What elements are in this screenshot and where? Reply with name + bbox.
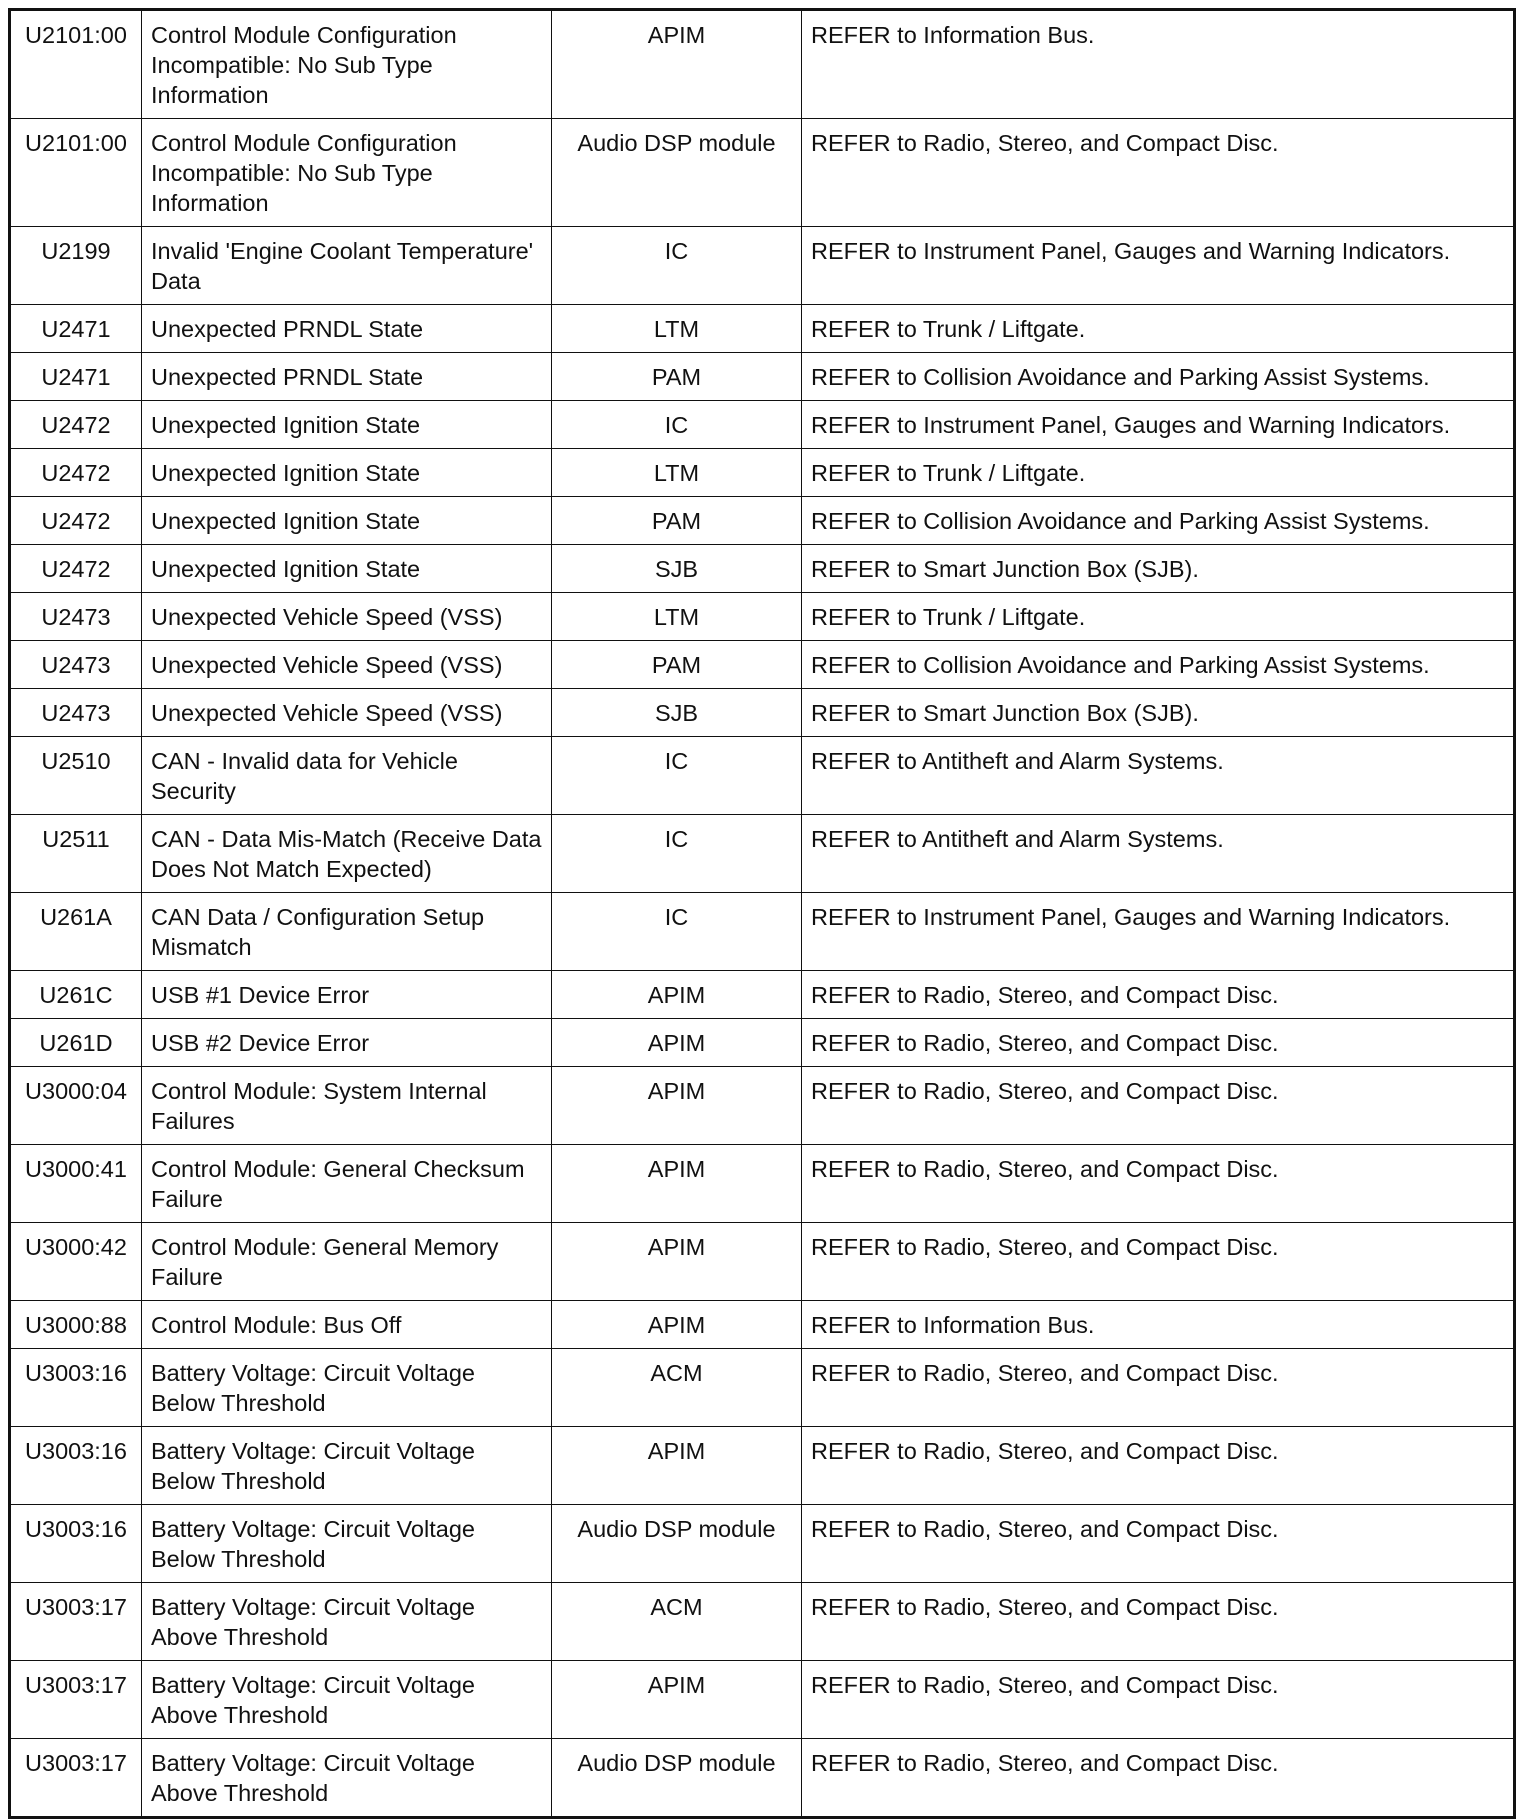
action-cell: REFER to Radio, Stereo, and Compact Disc. (802, 971, 1515, 1019)
dtc-code-cell: U261D (10, 1019, 142, 1067)
dtc-table (8, 8, 1516, 1819)
action-cell: REFER to Radio, Stereo, and Compact Disc. (802, 1349, 1515, 1427)
action-cell: REFER to Radio, Stereo, and Compact Disc. (802, 119, 1515, 227)
table-row (10, 401, 1515, 449)
dtc-code-cell: U3003:16 (10, 1349, 142, 1427)
module-cell: IC (552, 227, 802, 305)
module-cell: Audio DSP module (552, 119, 802, 227)
dtc-code-cell: U2472 (10, 401, 142, 449)
module-cell: LTM (552, 305, 802, 353)
module-cell: PAM (552, 497, 802, 545)
action-cell: REFER to Trunk / Liftgate. (802, 449, 1515, 497)
description-cell: Unexpected Ignition State (142, 545, 552, 593)
description-cell: CAN - Invalid data for Vehicle Security (142, 737, 552, 815)
module-cell: Audio DSP module (552, 1505, 802, 1583)
dtc-code-cell: U3000:41 (10, 1145, 142, 1223)
dtc-code-cell: U3000:04 (10, 1067, 142, 1145)
table-row (10, 10, 1515, 119)
description-cell: Control Module: Bus Off (142, 1301, 552, 1349)
dtc-code-cell: U3000:88 (10, 1301, 142, 1349)
action-cell: REFER to Trunk / Liftgate. (802, 305, 1515, 353)
module-cell: IC (552, 893, 802, 971)
dtc-code-cell: U3003:17 (10, 1661, 142, 1739)
action-cell: REFER to Smart Junction Box (SJB). (802, 545, 1515, 593)
description-cell: Battery Voltage: Circuit Voltage Above Threshold (142, 1739, 552, 1818)
dtc-code-cell: U2199 (10, 227, 142, 305)
description-cell: Unexpected PRNDL State (142, 305, 552, 353)
table-row (10, 227, 1515, 305)
description-cell: Unexpected Vehicle Speed (VSS) (142, 593, 552, 641)
action-cell: REFER to Smart Junction Box (SJB). (802, 689, 1515, 737)
dtc-code-cell: U2471 (10, 353, 142, 401)
module-cell: APIM (552, 1145, 802, 1223)
table-row (10, 815, 1515, 893)
table-row (10, 1505, 1515, 1583)
action-cell: REFER to Antitheft and Alarm Systems. (802, 815, 1515, 893)
table-row (10, 497, 1515, 545)
table-row (10, 1739, 1515, 1818)
module-cell: Audio DSP module (552, 1739, 802, 1818)
module-cell: APIM (552, 1019, 802, 1067)
dtc-code-cell: U2473 (10, 689, 142, 737)
action-cell: REFER to Instrument Panel, Gauges and Warning Indicators. (802, 227, 1515, 305)
description-cell: USB #2 Device Error (142, 1019, 552, 1067)
module-cell: LTM (552, 593, 802, 641)
table-row (10, 641, 1515, 689)
description-cell: Control Module: General Memory Failure (142, 1223, 552, 1301)
module-cell: APIM (552, 1067, 802, 1145)
table-row (10, 593, 1515, 641)
dtc-table-body (10, 10, 1515, 1818)
table-row (10, 971, 1515, 1019)
module-cell: IC (552, 737, 802, 815)
action-cell: REFER to Instrument Panel, Gauges and Warning Indicators. (802, 401, 1515, 449)
dtc-code-cell: U2471 (10, 305, 142, 353)
action-cell: REFER to Radio, Stereo, and Compact Disc. (802, 1739, 1515, 1818)
action-cell: REFER to Collision Avoidance and Parking Assist Systems. (802, 353, 1515, 401)
table-row (10, 305, 1515, 353)
description-cell: CAN Data / Configuration Setup Mismatch (142, 893, 552, 971)
module-cell: LTM (552, 449, 802, 497)
description-cell: CAN - Data Mis-Match (Receive Data Does Not Match Expected) (142, 815, 552, 893)
module-cell: IC (552, 815, 802, 893)
description-cell: Unexpected PRNDL State (142, 353, 552, 401)
description-cell: USB #1 Device Error (142, 971, 552, 1019)
module-cell: IC (552, 401, 802, 449)
dtc-code-cell: U2472 (10, 449, 142, 497)
dtc-code-cell: U3003:16 (10, 1505, 142, 1583)
action-cell: REFER to Radio, Stereo, and Compact Disc. (802, 1505, 1515, 1583)
table-row (10, 1583, 1515, 1661)
description-cell: Invalid 'Engine Coolant Temperature' Data (142, 227, 552, 305)
action-cell: REFER to Radio, Stereo, and Compact Disc. (802, 1145, 1515, 1223)
description-cell: Battery Voltage: Circuit Voltage Below Threshold (142, 1349, 552, 1427)
description-cell: Unexpected Ignition State (142, 401, 552, 449)
module-cell: PAM (552, 641, 802, 689)
dtc-code-cell: U3003:17 (10, 1739, 142, 1818)
dtc-code-cell: U3003:16 (10, 1427, 142, 1505)
action-cell: REFER to Collision Avoidance and Parking Assist Systems. (802, 497, 1515, 545)
description-cell: Control Module Configuration Incompatible: No Sub Type Information (142, 119, 552, 227)
description-cell: Unexpected Vehicle Speed (VSS) (142, 689, 552, 737)
action-cell: REFER to Radio, Stereo, and Compact Disc. (802, 1067, 1515, 1145)
table-row (10, 1301, 1515, 1349)
module-cell: APIM (552, 1661, 802, 1739)
dtc-code-cell: U2101:00 (10, 119, 142, 227)
action-cell: REFER to Radio, Stereo, and Compact Disc. (802, 1583, 1515, 1661)
description-cell: Unexpected Vehicle Speed (VSS) (142, 641, 552, 689)
module-cell: APIM (552, 10, 802, 119)
description-cell: Control Module: General Checksum Failure (142, 1145, 552, 1223)
dtc-code-cell: U2101:00 (10, 10, 142, 119)
dtc-code-cell: U2472 (10, 545, 142, 593)
dtc-code-cell: U261A (10, 893, 142, 971)
dtc-code-cell: U2511 (10, 815, 142, 893)
description-cell: Battery Voltage: Circuit Voltage Above Threshold (142, 1661, 552, 1739)
action-cell: REFER to Radio, Stereo, and Compact Disc. (802, 1019, 1515, 1067)
table-row (10, 1223, 1515, 1301)
action-cell: REFER to Trunk / Liftgate. (802, 593, 1515, 641)
module-cell: APIM (552, 1427, 802, 1505)
action-cell: REFER to Radio, Stereo, and Compact Disc. (802, 1223, 1515, 1301)
action-cell: REFER to Collision Avoidance and Parking Assist Systems. (802, 641, 1515, 689)
module-cell: ACM (552, 1583, 802, 1661)
dtc-code-cell: U2472 (10, 497, 142, 545)
dtc-code-cell: U3000:42 (10, 1223, 142, 1301)
description-cell: Control Module Configuration Incompatible: No Sub Type Information (142, 10, 552, 119)
table-row (10, 689, 1515, 737)
description-cell: Control Module: System Internal Failures (142, 1067, 552, 1145)
description-cell: Battery Voltage: Circuit Voltage Above Threshold (142, 1583, 552, 1661)
table-row (10, 737, 1515, 815)
description-cell: Unexpected Ignition State (142, 497, 552, 545)
description-cell: Unexpected Ignition State (142, 449, 552, 497)
action-cell: REFER to Instrument Panel, Gauges and Warning Indicators. (802, 893, 1515, 971)
module-cell: PAM (552, 353, 802, 401)
dtc-code-cell: U2510 (10, 737, 142, 815)
table-row (10, 449, 1515, 497)
module-cell: APIM (552, 971, 802, 1019)
table-row (10, 1067, 1515, 1145)
dtc-code-cell: U2473 (10, 593, 142, 641)
table-row (10, 893, 1515, 971)
table-row (10, 1019, 1515, 1067)
description-cell: Battery Voltage: Circuit Voltage Below Threshold (142, 1505, 552, 1583)
table-row (10, 1349, 1515, 1427)
module-cell: APIM (552, 1223, 802, 1301)
dtc-code-cell: U2473 (10, 641, 142, 689)
table-row (10, 1145, 1515, 1223)
document-page (8, 8, 1513, 1819)
module-cell: APIM (552, 1301, 802, 1349)
dtc-code-cell: U261C (10, 971, 142, 1019)
table-row (10, 545, 1515, 593)
module-cell: SJB (552, 689, 802, 737)
module-cell: ACM (552, 1349, 802, 1427)
table-row (10, 119, 1515, 227)
action-cell: REFER to Radio, Stereo, and Compact Disc. (802, 1661, 1515, 1739)
action-cell: REFER to Information Bus. (802, 10, 1515, 119)
action-cell: REFER to Radio, Stereo, and Compact Disc. (802, 1427, 1515, 1505)
action-cell: REFER to Antitheft and Alarm Systems. (802, 737, 1515, 815)
table-row (10, 1661, 1515, 1739)
table-row (10, 353, 1515, 401)
table-row (10, 1427, 1515, 1505)
action-cell: REFER to Information Bus. (802, 1301, 1515, 1349)
module-cell: SJB (552, 545, 802, 593)
dtc-code-cell: U3003:17 (10, 1583, 142, 1661)
description-cell: Battery Voltage: Circuit Voltage Below Threshold (142, 1427, 552, 1505)
